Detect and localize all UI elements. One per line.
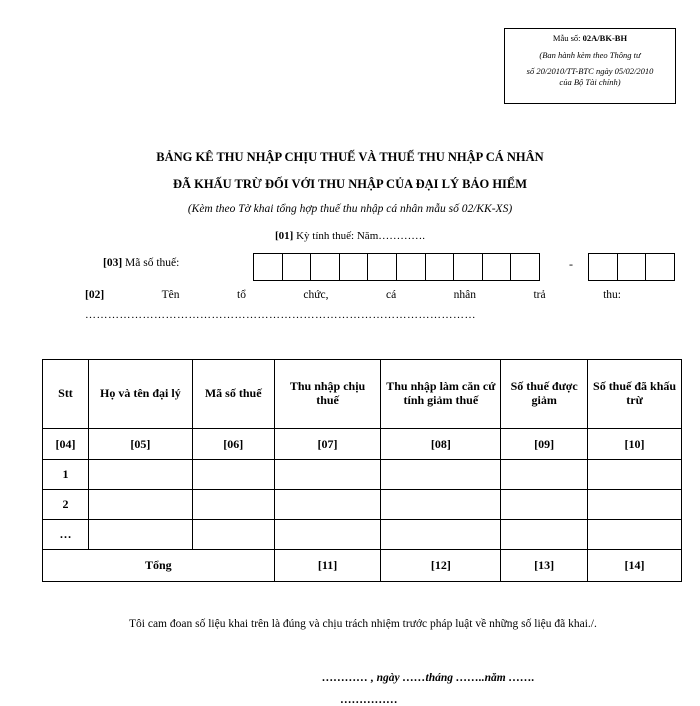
tax-code-box[interactable] [339,253,369,281]
date-line: ………… , ngày ……tháng ……..năm ……. [322,672,535,684]
col-header-agent-name: Họ và tên đại lý [88,360,192,429]
col-header-tax-withheld: Số thuế đã khấu trừ [588,360,682,429]
tax-code-box[interactable] [617,253,647,281]
table-code: [10] [588,429,682,460]
table-row [43,520,682,550]
income-table [42,359,682,582]
tax-code-box[interactable] [253,253,283,281]
document-title-line2: ĐÃ KHẤU TRỪ ĐỐI VỚI THU NHẬP CỦA ĐẠI LÝ BẢO HIỂM [172,177,528,191]
table-cell[interactable] [88,490,192,520]
table-cell[interactable] [501,490,588,520]
table-header-row [43,360,682,429]
table-code: [06] [192,429,274,460]
table-cell[interactable] [192,460,274,490]
table-code: [08] [381,429,501,460]
signature-line-partial: …………… [340,694,398,706]
table-cell[interactable] [274,460,381,490]
table-cell[interactable] [381,520,501,550]
declaration-text: Tôi cam đoan số liệu khai trên là đúng và chịu trách nhiệm trước pháp luật về những số liệu đã khai./. [129,618,597,630]
col-header-tax-reduced: Số thuế được giảm [501,360,588,429]
table-cell[interactable] [192,520,274,550]
table-cell[interactable] [274,520,381,550]
total-code: [11] [274,550,381,582]
form-circular-line: số 20/2010/TT-BTC ngày 05/02/2010 [526,66,654,77]
form-ministry-line: của Bộ Tài chính) [559,76,621,87]
col-header-stt: Stt [43,360,89,429]
col-header-tax-code: Mã số thuế [192,360,274,429]
table-cell[interactable] [88,460,192,490]
row-number: 2 [43,490,89,520]
table-cell[interactable] [274,490,381,520]
document-title-line1: BẢNG KÊ THU NHẬP CHỊU THUẾ VÀ THUẾ THU NHẬP CÁ NHÂN [156,150,544,164]
row-number: … [43,520,89,550]
total-code: [14] [588,550,682,582]
form-code: Mẫu số: 02A/BK-BH [552,33,628,43]
tax-code-box[interactable] [453,253,483,281]
table-cell[interactable] [381,460,501,490]
tax-period: [01] Kỳ tính thuế: Năm…………. [274,230,425,242]
table-row [43,460,682,490]
tax-code-dash: - [569,257,573,271]
table-code: [05] [88,429,192,460]
table-cell[interactable] [192,490,274,520]
tax-code-box[interactable] [310,253,340,281]
tax-code-boxes-branch [589,253,675,281]
col-header-reduction-base: Thu nhập làm căn cứ tính giảm thuế [381,360,501,429]
form-issued-line: (Ban hành kèm theo Thông tư [539,49,641,60]
row-number: 1 [43,460,89,490]
tax-code-box[interactable] [482,253,512,281]
table-cell[interactable] [588,490,682,520]
tax-code-box[interactable] [367,253,397,281]
form-code-box [504,28,676,104]
total-code: [13] [501,550,588,582]
payer-name-label: [02] Tên tổ chức, cá nhân trả thu: [85,289,621,301]
tax-code-box[interactable] [588,253,618,281]
table-cell[interactable] [501,460,588,490]
table-code-row [43,429,682,460]
tax-code-box[interactable] [396,253,426,281]
table-cell[interactable] [588,460,682,490]
table-code: [09] [501,429,588,460]
tax-code-box[interactable] [425,253,455,281]
tax-code-box[interactable] [282,253,312,281]
table-row [43,490,682,520]
col-header-taxable-income: Thu nhập chịu thuế [274,360,381,429]
payer-name-field[interactable]: ………………………………………………………………………………………… [85,309,476,321]
table-code: [07] [274,429,381,460]
tax-code-label: [03] Mã số thuế: [103,257,180,269]
table-total-row [43,550,682,582]
tax-code-boxes-main [254,253,540,281]
table-code: [04] [43,429,89,460]
table-cell[interactable] [88,520,192,550]
table-cell[interactable] [381,490,501,520]
total-label: Tổng [43,550,275,582]
tax-code-box[interactable] [510,253,540,281]
table-cell[interactable] [501,520,588,550]
tax-code-box[interactable] [645,253,675,281]
document-subtitle: (Kèm theo Tờ khai tổng hợp thuế thu nhập cá nhân mẫu số 02/KK-XS) [187,203,513,215]
total-code: [12] [381,550,501,582]
table-cell[interactable] [588,520,682,550]
